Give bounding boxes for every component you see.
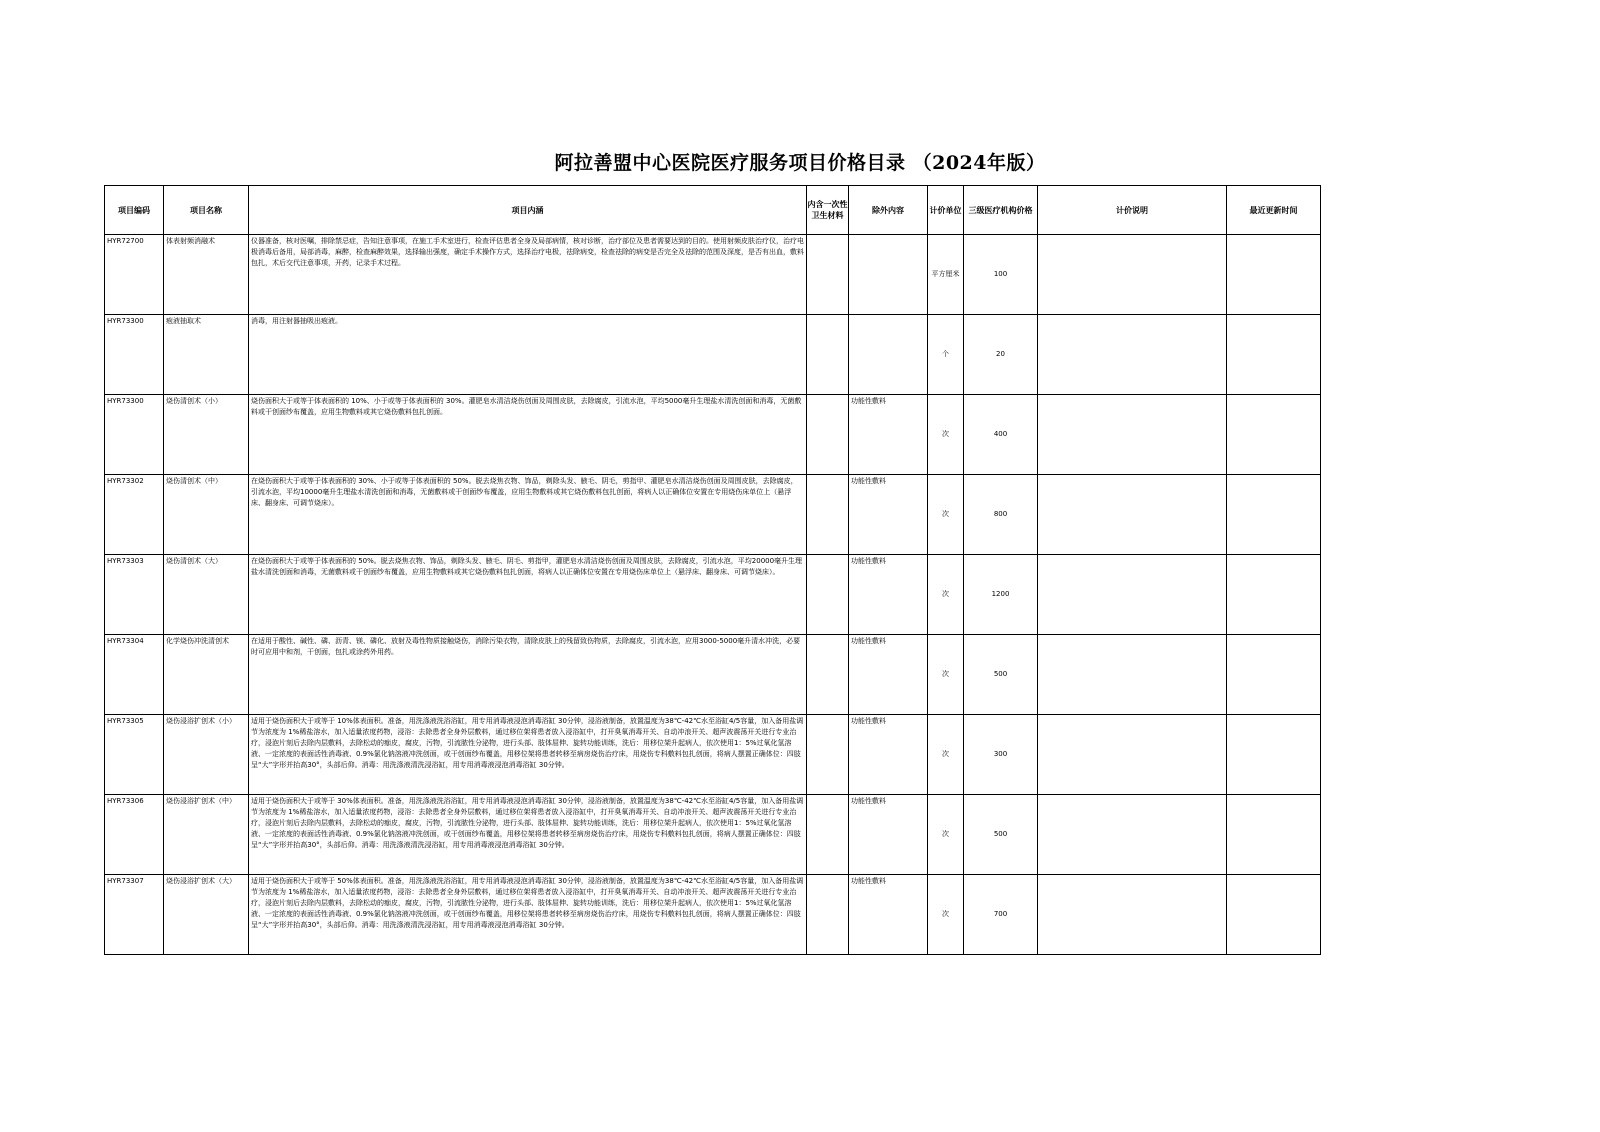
cell-price: 20 — [964, 315, 1038, 395]
cell-exclusion — [849, 235, 928, 315]
cell-updated — [1227, 555, 1321, 635]
cell-unit: 次 — [928, 635, 964, 715]
cell-name: 烧伤清创术（大） — [164, 555, 249, 635]
cell-updated — [1227, 395, 1321, 475]
table-row — [105, 315, 1321, 395]
header-exclusion: 除外内容 — [849, 186, 928, 235]
table-row — [105, 475, 1321, 555]
cell-content: 适用于烧伤面积大于或等于 30%体表面积。准备，用洗涤液洗浴浴缸，用专用消毒液浸泡消毒浴缸 30分钟，浸浴液制备，放置温度为38℃-42℃水至浴缸4/5容量，加入备用盐调节为浓度为 1%稀盐溶水，加入适量浓度药物，浸浴：去除患者全身外层敷料，通过移位架将患者放入浸浴缸中，打开臭氧消毒开关、自动冲浪开关、超声波震荡开关进行专业治疗，浸泡片刻后去除内层敷料，去除松动的痂皮，腐皮，污物，引流脓性分泌物，进行头部、肢体屈伸、旋转功能训练，洗后：用移位架升起病人，依次使用1：5%过氧化氢溶液、一定浓度的表面活性消毒液、0.9%氯化钠溶液冲洗创面，或干创面纱布覆盖，用移位架将患者转移至病房烧伤治疗床，用烧伤专科敷料包扎创面，将病人摆置正确体位：四肢呈“大”字形并抬高30°，头部后仰。消毒：用洗涤液清洗浸浴缸，用专用消毒液浸泡消毒浴缸 30分钟。 — [249, 795, 807, 875]
header-code: 项目编码 — [105, 186, 164, 235]
cell-price: 500 — [964, 635, 1038, 715]
table-row — [105, 715, 1321, 795]
cell-consumables — [807, 315, 849, 395]
cell-consumables — [807, 715, 849, 795]
cell-content: 烧伤面积大于或等于体表面积的 10%、小于或等于体表面积的 30%。灌肥皂水清洁烧伤创面及周围皮肤，去除腐皮，引流水泡，平均5000毫升生理盐水清洗创面和消毒，无菌敷料或干创面纱布覆盖，应用生物敷料或其它烧伤敷料包扎创面。 — [249, 395, 807, 475]
cell-updated — [1227, 635, 1321, 715]
header-consumables: 内含一次性卫生材料 — [807, 186, 849, 235]
cell-price: 100 — [964, 235, 1038, 315]
cell-content: 适用于烧伤面积大于或等于 10%体表面积。准备，用洗涤液洗浴浴缸，用专用消毒液浸泡消毒浴缸 30分钟，浸浴液制备，放置温度为38℃-42℃水至浴缸4/5容量，加入备用盐调节为浓度为 1%稀盐溶水，加入适量浓度药物，浸浴：去除患者全身外层敷料，通过移位架将患者放入浸浴缸中，打开臭氧消毒开关、自动冲浪开关、超声波震荡开关进行专业治疗，浸泡片刻后去除内层敷料，去除松动的痂皮，腐皮，污物，引流脓性分泌物，进行头部、肢体屈伸、旋转功能训练，洗后：用移位架升起病人，依次使用1：5%过氧化氢溶液、一定浓度的表面活性消毒液、0.9%氯化钠溶液冲洗创面，或干创面纱布覆盖，用移位架将患者转移至病房烧伤治疗床，用烧伤专科敷料包扎创面，将病人摆置正确体位：四肢呈“大”字形并抬高30°，头部后仰。消毒：用洗涤液清洗浸浴缸，用专用消毒液浸泡消毒浴缸 30分钟。 — [249, 715, 807, 795]
cell-unit: 次 — [928, 395, 964, 475]
table-header-row — [105, 186, 1321, 235]
header-unit: 计价单位 — [928, 186, 964, 235]
table-row — [105, 875, 1321, 955]
cell-exclusion: 功能性敷料 — [849, 475, 928, 555]
cell-code: HYR73306 — [105, 795, 164, 875]
cell-name: 化学烧伤冲洗清创术 — [164, 635, 249, 715]
cell-exclusion: 功能性敷料 — [849, 555, 928, 635]
cell-code: HYR73300 — [105, 315, 164, 395]
cell-note — [1038, 315, 1227, 395]
cell-consumables — [807, 395, 849, 475]
cell-content: 在烧伤面积大于或等于体表面积的 30%、小于或等于体表面积的 50%。脱去烧焦衣物、饰品，剃除头发、腋毛、阴毛，剪指甲、灌肥皂水清洁烧伤创面及周围皮肤，去除腐皮，引流水泡，平均10000毫升生理盐水清洗创面和消毒，无菌敷料或干创面纱布覆盖，应用生物敷料或其它烧伤敷料包扎创面，将病人以正确体位安置在专用烧伤床单位上（悬浮床、翻身床、可调节烧床）。 — [249, 475, 807, 555]
cell-price: 400 — [964, 395, 1038, 475]
cell-price: 800 — [964, 475, 1038, 555]
cell-consumables — [807, 635, 849, 715]
cell-exclusion: 功能性敷料 — [849, 715, 928, 795]
cell-code: HYR73300 — [105, 395, 164, 475]
cell-note — [1038, 235, 1227, 315]
cell-name: 烧伤浸浴扩创术（中） — [164, 795, 249, 875]
cell-code: HYR73304 — [105, 635, 164, 715]
cell-note — [1038, 715, 1227, 795]
cell-name: 疱液抽取术 — [164, 315, 249, 395]
cell-unit: 次 — [928, 795, 964, 875]
cell-note — [1038, 635, 1227, 715]
cell-price: 1200 — [964, 555, 1038, 635]
cell-updated — [1227, 795, 1321, 875]
cell-name: 烧伤清创术（中） — [164, 475, 249, 555]
cell-note — [1038, 475, 1227, 555]
cell-note — [1038, 795, 1227, 875]
cell-updated — [1227, 475, 1321, 555]
cell-content: 消毒，用注射器抽吸出疱液。 — [249, 315, 807, 395]
cell-code: HYR73305 — [105, 715, 164, 795]
cell-name: 烧伤浸浴扩创术（大） — [164, 875, 249, 955]
table-row — [105, 555, 1321, 635]
header-name: 项目名称 — [164, 186, 249, 235]
cell-price: 700 — [964, 875, 1038, 955]
header-content: 项目内涵 — [249, 186, 807, 235]
cell-consumables — [807, 475, 849, 555]
cell-content: 仪器准备，核对医嘱，排除禁忌症，告知注意事项，在施工手术室进行，检查评估患者全身及局部病情，核对诊断，治疗部位及患者需要达到的目的。使用射频皮肤治疗仪，治疗电极消毒后备用，局部消毒，麻醉，检查麻醉效果，选择输出强度，确定手术操作方式，选择治疗电极，祛除病变，检查祛除的病变是否完全及祛除的范围及深度，是否有出血，敷料包扎，术后交代注意事项，开药，记录手术过程。 — [249, 235, 807, 315]
cell-name: 烧伤浸浴扩创术（小） — [164, 715, 249, 795]
cell-content: 在适用于酸性、碱性、磷、沥青、镁、磷化、放射及毒性物质接触烧伤，消除污染衣物，清除皮肤上的残留致伤物质，去除腐皮，引流水泡，应用3000-5000毫升清水冲洗，必要时可应用中和剂，干创面，包扎或涂药外用药。 — [249, 635, 807, 715]
cell-price: 300 — [964, 715, 1038, 795]
cell-consumables — [807, 875, 849, 955]
header-price: 三级医疗机构价格 — [964, 186, 1038, 235]
cell-unit: 次 — [928, 715, 964, 795]
cell-content: 适用于烧伤面积大于或等于 50%体表面积。准备，用洗涤液洗浴浴缸，用专用消毒液浸泡消毒浴缸 30分钟，浸浴液制备，放置温度为38℃-42℃水至浴缸4/5容量，加入备用盐调节为浓度为 1%稀盐溶水，加入适量浓度药物，浸浴：去除患者全身外层敷料，通过移位架将患者放入浸浴缸中，打开臭氧消毒开关、自动冲浪开关、超声波震荡开关进行专业治疗，浸泡片刻后去除内层敷料，去除松动的痂皮，腐皮，污物，引流脓性分泌物，进行头部、肢体屈伸、旋转功能训练，洗后：用移位架升起病人，依次使用1：5%过氧化氢溶液、一定浓度的表面活性消毒液、0.9%氯化钠溶液冲洗创面，或干创面纱布覆盖，用移位架将患者转移至病房烧伤治疗床，用烧伤专科敷料包扎创面，将病人摆置正确体位：四肢呈“大”字形并抬高30°，头部后仰。消毒：用洗涤液清洗浸浴缸，用专用消毒液浸泡消毒浴缸 30分钟。 — [249, 875, 807, 955]
table-row — [105, 395, 1321, 475]
cell-name: 体表射频消融术 — [164, 235, 249, 315]
cell-exclusion: 功能性敷料 — [849, 875, 928, 955]
table-row — [105, 635, 1321, 715]
cell-code: HYR73302 — [105, 475, 164, 555]
price-table — [104, 185, 1321, 955]
cell-unit: 次 — [928, 475, 964, 555]
cell-unit: 平方厘米 — [928, 235, 964, 315]
cell-updated — [1227, 315, 1321, 395]
cell-updated — [1227, 235, 1321, 315]
cell-updated — [1227, 715, 1321, 795]
header-updated: 最近更新时间 — [1227, 186, 1321, 235]
cell-price: 500 — [964, 795, 1038, 875]
cell-unit: 个 — [928, 315, 964, 395]
cell-exclusion: 功能性敷料 — [849, 635, 928, 715]
cell-updated — [1227, 875, 1321, 955]
cell-consumables — [807, 795, 849, 875]
table-row — [105, 235, 1321, 315]
cell-note — [1038, 395, 1227, 475]
cell-exclusion — [849, 315, 928, 395]
cell-content: 在烧伤面积大于或等于体表面积的 50%。脱去烧焦衣物、饰品，剃除头发、腋毛、阴毛、剪指甲，灌肥皂水清洁烧伤创面及周围皮肤，去除腐皮，引流水泡，平均20000毫升生理盐水清洗创面和消毒，无菌敷料或干创面纱布覆盖，应用生物敷料或其它烧伤敷料包扎创面，将病人以正确体位安置在专用烧伤床单位上（悬浮床、翻身床、可调节烧床）。 — [249, 555, 807, 635]
cell-note — [1038, 875, 1227, 955]
cell-unit: 次 — [928, 875, 964, 955]
cell-unit: 次 — [928, 555, 964, 635]
cell-code: HYR73307 — [105, 875, 164, 955]
cell-exclusion: 功能性敷料 — [849, 395, 928, 475]
cell-note — [1038, 555, 1227, 635]
cell-consumables — [807, 555, 849, 635]
cell-name: 烧伤清创术（小） — [164, 395, 249, 475]
cell-consumables — [807, 235, 849, 315]
table-row — [105, 795, 1321, 875]
cell-code: HYR72700 — [105, 235, 164, 315]
cell-code: HYR73303 — [105, 555, 164, 635]
header-note: 计价说明 — [1038, 186, 1227, 235]
cell-exclusion: 功能性敷料 — [849, 795, 928, 875]
document-title: 阿拉善盟中心医院医疗服务项目价格目录 （2024年版） — [554, 152, 1046, 174]
